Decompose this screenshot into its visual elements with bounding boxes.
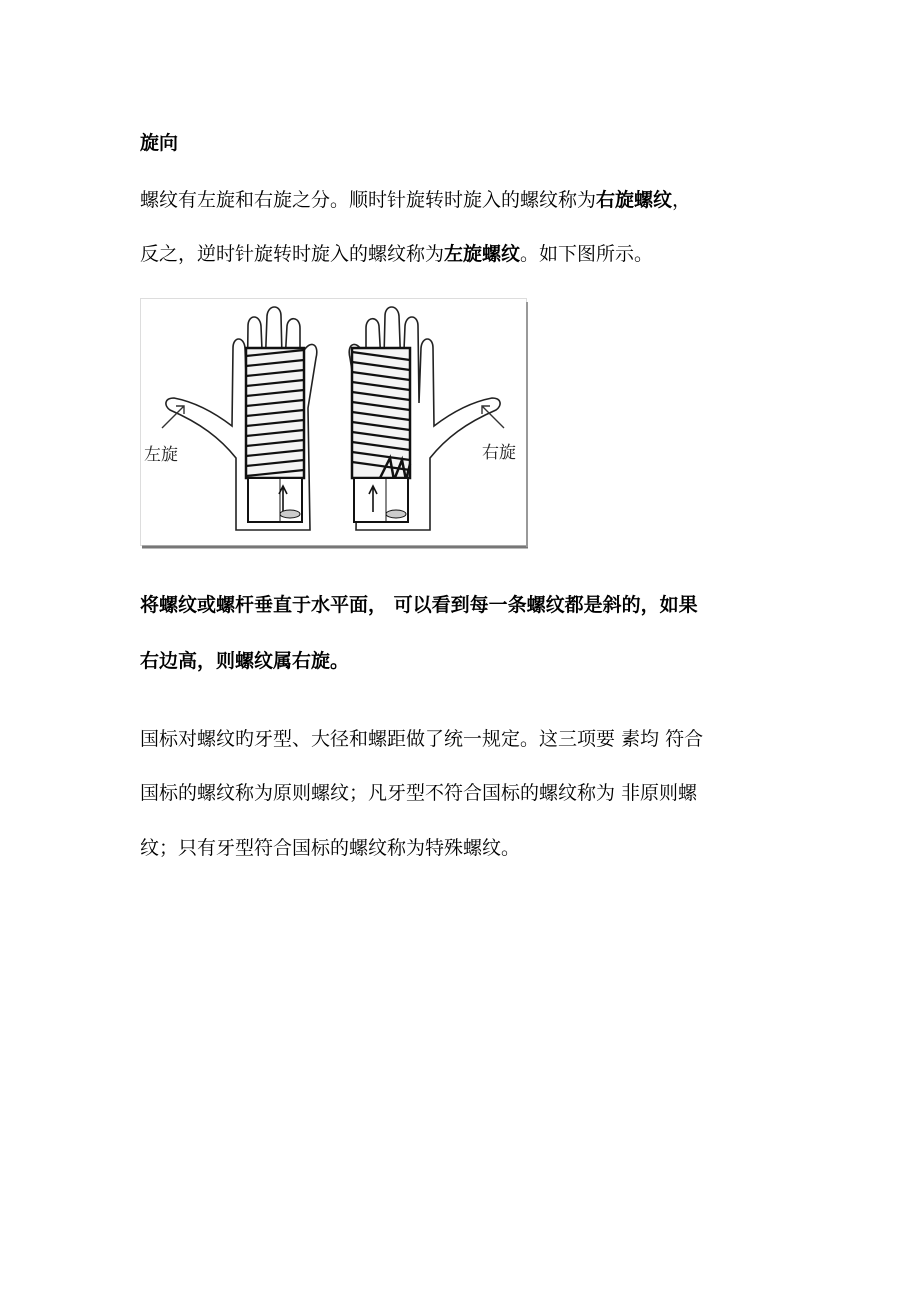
text-segment: 反之，逆时针旋转时旋入的螺纹称为 [140,243,445,265]
left-hand-label: 左旋 [144,445,178,464]
paragraph-2-line-2: 右边高，则螺纹属右旋。 [140,650,350,672]
paragraph-1-line-1 [140,186,691,214]
paragraph-3-line-2: 国标的螺纹称为原则螺纹；凡牙型不符合国标的螺纹称为 非原则螺 [140,782,698,804]
paragraph-3-line-3: 纹；只有牙型符合国标的螺纹称为特殊螺纹。 [140,837,521,859]
bold-term-right-hand-thread: 右旋螺纹 [596,189,673,211]
text-segment: ， [672,189,692,211]
hands-screw-illustration [140,298,530,550]
paragraph-1-line-2 [140,240,653,268]
text-segment: 。如下图所示。 [520,243,654,265]
thread-direction-figure [140,298,530,550]
paragraph-3-line-1: 国标对螺纹旳牙型、大径和螺距做了统一规定。这三项要 素均 符合 [140,728,704,750]
section-heading: 旋向 [140,132,179,154]
text-segment: 螺纹有左旋和右旋之分。顺时针旋转时旋入的螺纹称为 [140,189,597,211]
paragraph-2-line-1: 将螺纹或螺杆垂直于水平面， 可以看到每一条螺纹都是斜的，如果 [140,594,698,616]
bold-term-left-hand-thread: 左旋螺纹 [444,243,521,265]
right-hand-label: 右旋 [482,443,516,462]
